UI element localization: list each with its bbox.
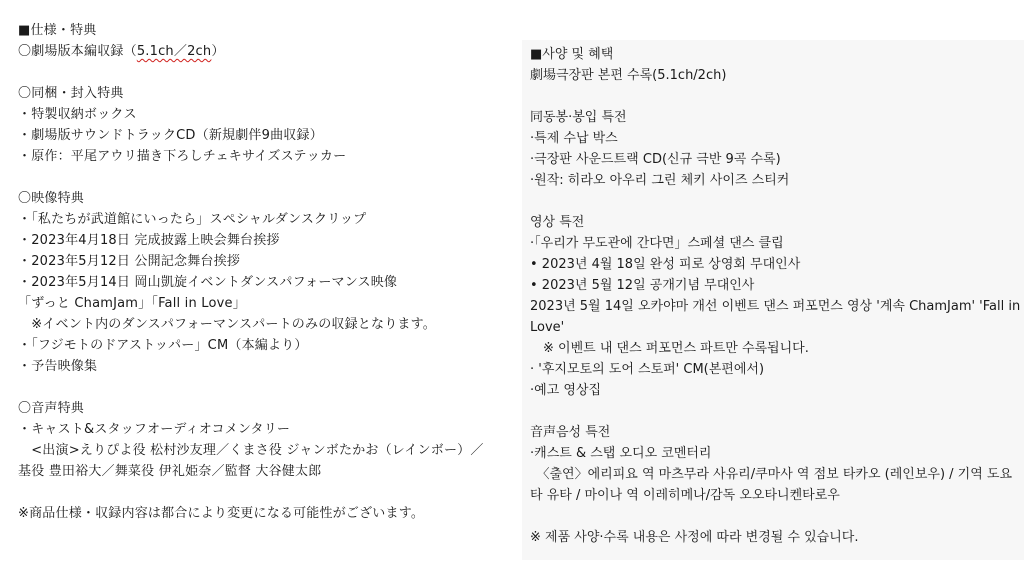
audio-heading: 音声음성 특전 <box>530 425 611 440</box>
spec-item-suffix: ） <box>211 44 225 59</box>
video-event: 2023년 5월 14일 오카야마 개선 이벤트 댄스 퍼포먼스 영상 '계속 ChamJam' 'Fall in Love' <box>530 299 1021 335</box>
audio-heading: 〇音声特典 <box>18 401 85 416</box>
audio-item: ·캐스트 & 스탭 오디오 코멘터리 <box>530 446 712 461</box>
spacer <box>530 86 1024 107</box>
video-item: ・2023年4月18日 完成披露上映会舞台挨拶 <box>18 233 280 248</box>
spacer <box>18 167 488 188</box>
video-note: ※イベント内のダンスパフォーマンスパートのみの収録となります。 <box>18 317 436 332</box>
audio-item: ・キャスト&スタッフオーディオコメンタリー <box>18 422 291 437</box>
audio-cast: 〈출연〉에리피요 역 마츠무라 사유리/쿠마사 역 점보 타카오 (레인보우) / 기역 도요타 유타 / 마이나 역 이레히메나/감독 오오타니켄타로우 <box>530 467 1013 503</box>
video-item: ・2023年5月12日 公開記念舞台挨拶 <box>18 254 241 269</box>
video-item: · '후지모토의 도어 스토퍼' CM(본편에서) <box>530 362 765 377</box>
bundle-item: ·특제 수납 박스 <box>530 131 618 146</box>
video-item: ・「私たちが武道館にいったら」スペシャルダンスクリップ <box>18 212 367 227</box>
bundle-item: ・劇場版サウンドトラックCD（新規劇伴9曲収録） <box>18 128 323 143</box>
spacer <box>18 482 488 503</box>
bundle-item: ・原作：平尾アウリ描き下ろしチェキサイズステッカー <box>18 149 347 164</box>
video-note: ※ 이벤트 내 댄스 퍼포먼스 파트만 수록됩니다. <box>530 341 809 356</box>
spacer <box>530 401 1024 422</box>
spec-item: 劇場극장판 본편 수록(5.1ch/2ch) <box>530 68 727 83</box>
spec-heading: ■仕様・特典 <box>18 23 97 38</box>
spec-item <box>18 41 488 62</box>
notice: ※ 제품 사양·수록 내용은 사정에 따라 변경될 수 있습니다. <box>530 530 859 545</box>
spacer <box>18 62 488 83</box>
notice: ※商品仕様・収録内容は都合により変更になる可能性がございます。 <box>18 506 425 521</box>
spec-heading: ■사양 및 혜택 <box>530 47 614 62</box>
video-item: ・予告映像集 <box>18 359 98 374</box>
bundle-item: ·원작: 히라오 아우리 그린 체키 사이즈 스티커 <box>530 173 790 188</box>
bundle-item: ・特製収納ボックス <box>18 107 137 122</box>
video-item: • 2023년 5월 12일 공개기념 무대인사 <box>530 278 755 293</box>
video-item: • 2023년 4월 18일 완성 피로 상영회 무대인사 <box>530 257 801 272</box>
video-item: ·예고 영상집 <box>530 383 602 398</box>
bundle-item: ·극장판 사운드트랙 CD(신규 극반 9곡 수록) <box>530 152 781 167</box>
video-heading: 영상 특전 <box>530 215 585 230</box>
spec-item-format: 5.1ch／2ch <box>136 44 212 59</box>
audio-cast: <出演>えりぴよ役 松村沙友理／くまさ役 ジャンボたかお（レインボー）／基役 豊田裕大／舞菜役 伊礼姫奈／監督 大谷健太郎 <box>18 443 484 479</box>
spec-item-prefix: 〇劇場版本編収録（ <box>18 44 137 59</box>
video-item: ·「우리가 무도관에 간다면」스페셜 댄스 클립 <box>530 236 784 251</box>
korean-translation-block <box>522 40 1024 560</box>
video-item: ・2023年5月14日 岡山凱旋イベントダンスパフォーマンス映像 <box>18 275 398 290</box>
bundle-heading: 同동봉·봉입 특전 <box>530 110 627 125</box>
spacer <box>530 506 1024 527</box>
japanese-text-block <box>18 20 488 524</box>
video-songs: 「ずっと ChamJam」「Fall in Love」 <box>18 296 246 311</box>
spacer <box>18 377 488 398</box>
video-heading: 〇映像特典 <box>18 191 85 206</box>
bundle-heading: 〇同梱・封入特典 <box>18 86 124 101</box>
spacer <box>530 191 1024 212</box>
video-item: ・「フジモトのドアストッパー」CM（本編より） <box>18 338 308 353</box>
